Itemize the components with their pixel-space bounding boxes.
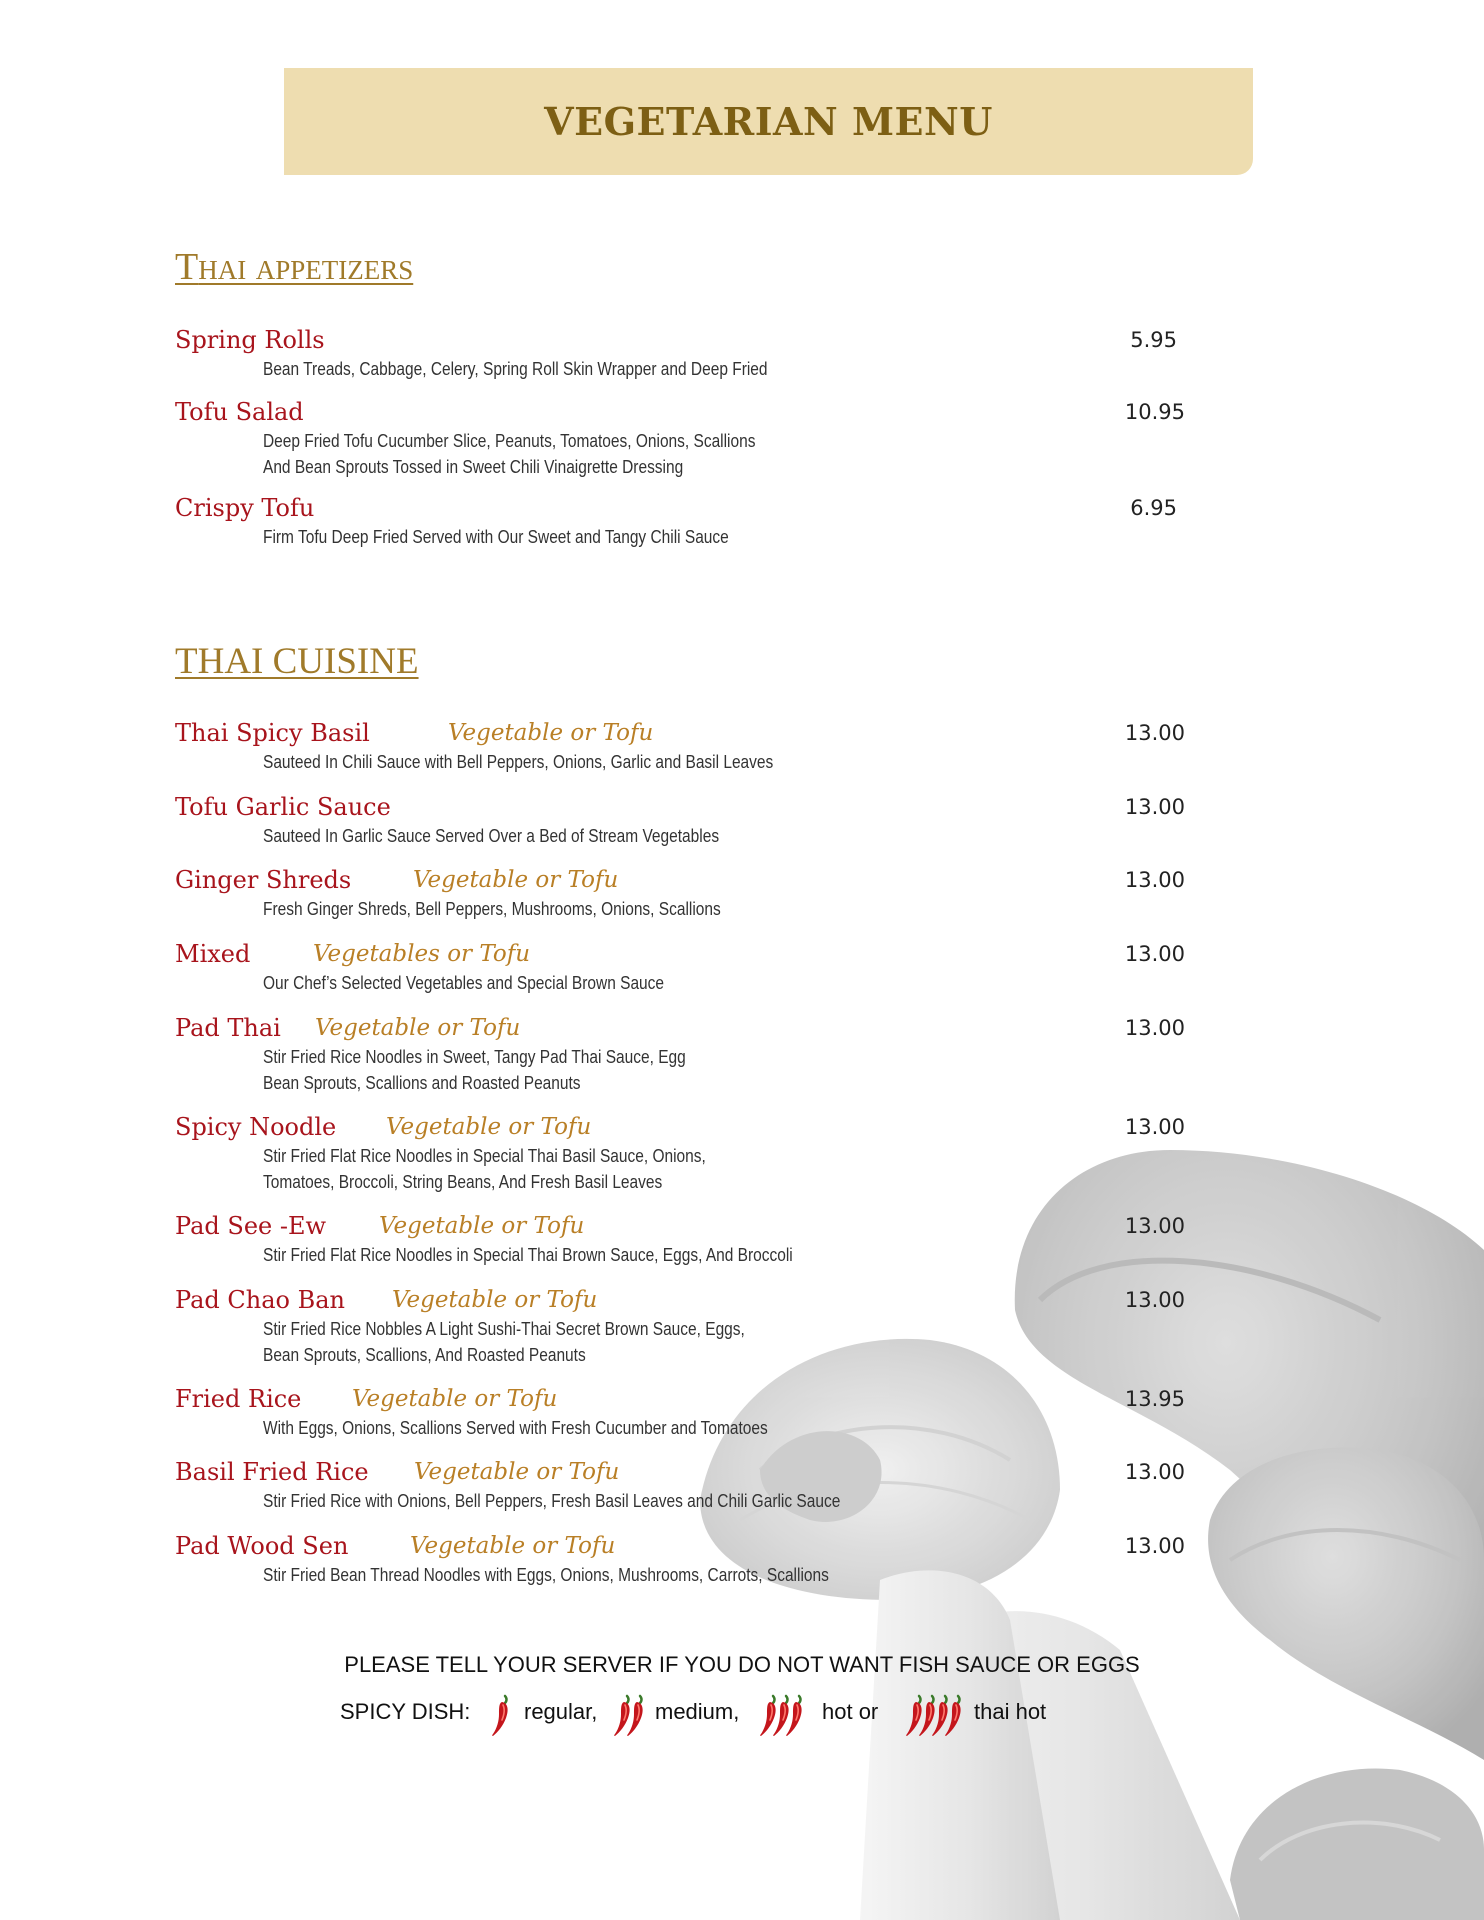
dish-price: 13.00 bbox=[1124, 1288, 1185, 1312]
menu-item-tofu-garlic-sauce bbox=[175, 793, 1185, 849]
dish-price: 6.95 bbox=[1130, 496, 1177, 520]
menu-item-basil-fried-rice bbox=[175, 1458, 1185, 1514]
menu-item-tofu-salad bbox=[175, 398, 1185, 480]
dish-name: Pad See -Ew bbox=[175, 1212, 327, 1240]
dish-description: Our Chef’s Selected Vegetables and Special Brown Sauce bbox=[263, 973, 665, 993]
dish-description: Stir Fried Flat Rice Noodles in Special Thai Brown Sauce, Eggs, And Broccoli bbox=[263, 1245, 793, 1265]
dish-variant: Vegetable or Tofu bbox=[315, 1015, 521, 1041]
menu-item-pad-chao-ban bbox=[175, 1286, 1185, 1368]
dish-description: Stir Fried Rice Noodles in Sweet, Tangy Pad Thai Sauce, Egg bbox=[263, 1047, 686, 1067]
chili-pepper-icon bbox=[625, 1694, 647, 1743]
dish-description: Deep Fried Tofu Cucumber Slice, Peanuts, Tomatoes, Onions, Scallions bbox=[263, 431, 756, 451]
dish-name: Spicy Noodle bbox=[175, 1113, 337, 1141]
dish-price: 5.95 bbox=[1130, 328, 1177, 352]
menu-item-pad-wood-sen bbox=[175, 1532, 1185, 1588]
dish-description: And Bean Sprouts Tossed in Sweet Chili Vinaigrette Dressing bbox=[263, 457, 684, 477]
dish-variant: Vegetable or Tofu bbox=[392, 1287, 598, 1313]
dish-description: Bean Sprouts, Scallions and Roasted Peanuts bbox=[263, 1073, 581, 1093]
dish-variant: Vegetable or Tofu bbox=[379, 1213, 585, 1239]
dish-price: 13.00 bbox=[1124, 795, 1185, 819]
spicy-level-hot: hot or bbox=[822, 1699, 879, 1724]
dish-name: Ginger Shreds bbox=[175, 866, 352, 894]
dish-name: Fried Rice bbox=[175, 1385, 302, 1413]
menu-item-mixed bbox=[175, 940, 1185, 996]
dish-description: Stir Fried Flat Rice Noodles in Special Thai Basil Sauce, Onions, bbox=[263, 1146, 706, 1166]
dish-price: 13.00 bbox=[1124, 1534, 1185, 1558]
dish-price: 13.00 bbox=[1124, 721, 1185, 745]
spicy-level-3-peppers bbox=[758, 1694, 806, 1743]
menu-item-pad-see-ew bbox=[175, 1212, 1185, 1268]
section-heading-appetizers bbox=[175, 245, 413, 289]
dish-variant: Vegetable or Tofu bbox=[414, 1459, 620, 1485]
menu-item-spicy-noodle bbox=[175, 1113, 1185, 1195]
dish-name: Basil Fried Rice bbox=[175, 1458, 369, 1486]
dish-price: 13.00 bbox=[1124, 868, 1185, 892]
menu-title: VEGETARIAN MENU bbox=[544, 99, 993, 144]
dish-name: Spring Rolls bbox=[175, 326, 325, 354]
dish-description: With Eggs, Onions, Scallions Served with Fresh Cucumber and Tomatoes bbox=[263, 1418, 768, 1438]
menu-item-ginger-shreds bbox=[175, 866, 1185, 922]
heading-initial: T bbox=[175, 246, 199, 288]
dish-description: Tomatoes, Broccoli, String Beans, And Fresh Basil Leaves bbox=[263, 1172, 663, 1192]
dish-description: Sauteed In Chili Sauce with Bell Peppers, Onions, Garlic and Basil Leaves bbox=[263, 752, 774, 772]
dish-description: Stir Fried Bean Thread Noodles with Eggs, Onions, Mushrooms, Carrots, Scallions bbox=[263, 1565, 829, 1585]
dish-variant: Vegetable or Tofu bbox=[386, 1114, 592, 1140]
spicy-level-2-peppers bbox=[612, 1694, 647, 1743]
menu-item-thai-spicy-basil bbox=[175, 719, 1185, 775]
dish-price: 10.95 bbox=[1124, 400, 1185, 424]
dish-variant: Vegetables or Tofu bbox=[313, 941, 531, 967]
dish-description: Bean Treads, Cabbage, Celery, Spring Roll Skin Wrapper and Deep Fried bbox=[263, 359, 768, 379]
dish-name: Thai Spicy Basil bbox=[175, 719, 370, 747]
spicy-legend-label: SPICY DISH: bbox=[340, 1699, 471, 1724]
dish-name: Tofu Salad bbox=[175, 398, 304, 426]
dish-description: Stir Fried Rice with Onions, Bell Peppers, Fresh Basil Leaves and Chili Garlic Sauce bbox=[263, 1491, 841, 1511]
dish-name: Pad Thai bbox=[175, 1014, 281, 1042]
spicy-level-medium: medium, bbox=[655, 1699, 740, 1724]
dish-price: 13.95 bbox=[1124, 1387, 1185, 1411]
dish-description: Bean Sprouts, Scallions, And Roasted Peanuts bbox=[263, 1345, 586, 1365]
dish-variant: Vegetable or Tofu bbox=[410, 1533, 616, 1559]
dish-price: 13.00 bbox=[1124, 1460, 1185, 1484]
chili-pepper-icon bbox=[943, 1694, 965, 1743]
dish-name: Pad Chao Ban bbox=[175, 1286, 345, 1314]
dish-variant: Vegetable or Tofu bbox=[352, 1386, 558, 1412]
dish-price: 13.00 bbox=[1124, 1214, 1185, 1238]
heading-rest: hai appetizers bbox=[198, 246, 414, 288]
dish-description: Stir Fried Rice Nobbles A Light Sushi-Thai Secret Brown Sauce, Eggs, bbox=[263, 1319, 745, 1339]
menu-item-pad-thai bbox=[175, 1014, 1185, 1096]
dish-variant: Vegetable or Tofu bbox=[413, 867, 619, 893]
menu-item-crispy-tofu bbox=[175, 494, 1185, 550]
chili-pepper-icon bbox=[784, 1694, 806, 1743]
dish-description: Fresh Ginger Shreds, Bell Peppers, Mushrooms, Onions, Scallions bbox=[263, 899, 721, 919]
dish-name: Pad Wood Sen bbox=[175, 1532, 349, 1560]
dish-name: Tofu Garlic Sauce bbox=[175, 793, 391, 821]
dish-name: Mixed bbox=[175, 940, 251, 968]
spicy-level-1-peppers bbox=[490, 1694, 512, 1743]
dish-price: 13.00 bbox=[1124, 1016, 1185, 1040]
spicy-level-4-peppers bbox=[904, 1694, 965, 1743]
chili-pepper-icon bbox=[490, 1694, 512, 1743]
spicy-level-regular: regular, bbox=[524, 1699, 598, 1724]
dish-name: Crispy Tofu bbox=[175, 494, 315, 522]
menu-item-spring-rolls bbox=[175, 326, 1185, 382]
section-heading-cuisine: THAI CUISINE bbox=[175, 641, 419, 682]
dish-price: 13.00 bbox=[1124, 942, 1185, 966]
fish-sauce-notice: PLEASE TELL YOUR SERVER IF YOU DO NOT WANT FISH SAUCE OR EGGS bbox=[344, 1652, 1140, 1677]
spicy-level-thai-hot: thai hot bbox=[974, 1699, 1047, 1724]
menu-item-fried-rice bbox=[175, 1385, 1185, 1441]
menu-title-banner bbox=[284, 68, 1253, 175]
dish-price: 13.00 bbox=[1124, 1115, 1185, 1139]
dish-description: Firm Tofu Deep Fried Served with Our Sweet and Tangy Chili Sauce bbox=[263, 527, 729, 547]
dish-variant: Vegetable or Tofu bbox=[448, 720, 654, 746]
dish-description: Sauteed In Garlic Sauce Served Over a Bed of Stream Vegetables bbox=[263, 826, 720, 846]
